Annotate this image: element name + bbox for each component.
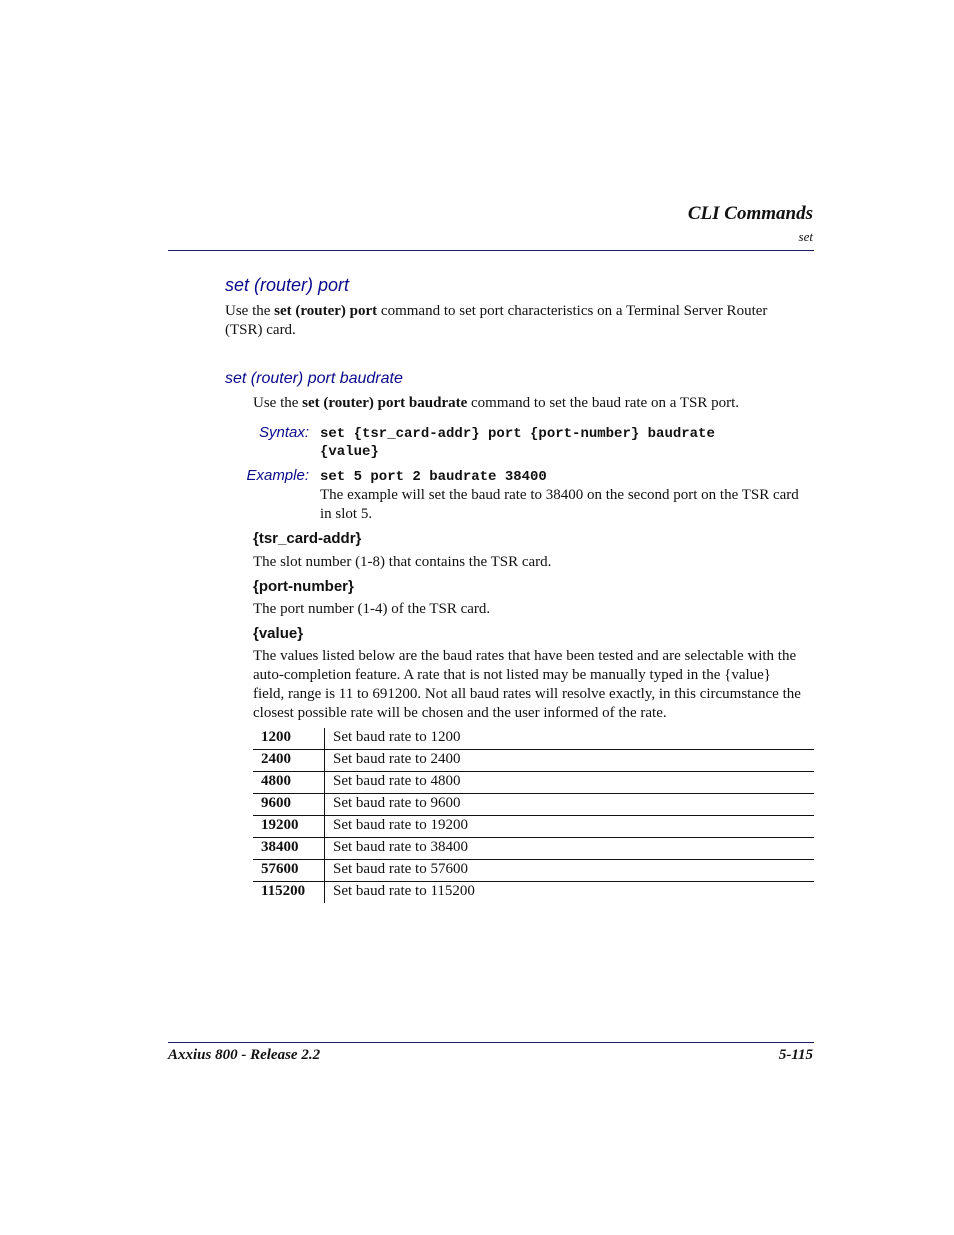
baud-desc-cell: Set baud rate to 38400 — [325, 838, 815, 860]
baud-rate-cell: 4800 — [253, 772, 325, 794]
baud-desc-cell: Set baud rate to 1200 — [333, 729, 461, 745]
baud-rate-cell: 9600 — [253, 794, 325, 816]
baud-desc-cell: Set baud rate to 2400 — [325, 750, 815, 772]
param-value-name: {value} — [253, 625, 304, 642]
baud-rate-cell: 19200 — [253, 816, 325, 838]
param-value-desc-line4: closest possible rate will be chosen and the user informed of the rate. — [253, 705, 667, 721]
table-row — [253, 816, 814, 838]
syntax-label: Syntax: — [258, 424, 309, 441]
param-value-desc — [253, 647, 815, 723]
param-port-number-desc: The port number (1-4) of the TSR card. — [253, 601, 491, 617]
header-rule — [168, 250, 814, 251]
syntax-code-line1: set {tsr_card-addr} port {port-number} baudrate — [320, 426, 715, 442]
table-row — [253, 794, 814, 816]
table-row — [253, 882, 814, 904]
footer-product: Axxius 800 - Release 2.2 — [168, 1047, 321, 1063]
subsection-intro-command: set (router) port baudrate — [302, 395, 468, 411]
table-row — [253, 772, 814, 794]
subsection-heading: set (router) port baudrate — [225, 370, 403, 387]
baud-desc-cell: Set baud rate to 57600 — [325, 860, 815, 882]
baud-rate-cell: 115200 — [253, 882, 325, 904]
table-row — [253, 750, 814, 772]
running-header-title: CLI Commands — [687, 203, 813, 224]
baud-desc-cell: Set baud rate to 115200 — [325, 882, 815, 904]
table-row — [253, 860, 814, 882]
baud-desc-cell: Set baud rate to 19200 — [325, 816, 815, 838]
section-intro-pre: Use the — [225, 303, 275, 319]
param-tsr-card-addr-desc: The slot number (1-8) that contains the TSR card. — [253, 554, 552, 570]
table-row — [253, 838, 814, 860]
subsection-intro-pre: Use the — [253, 395, 303, 411]
subsection-intro-post: command to set the baud rate on a TSR port. — [467, 395, 740, 411]
subsection-intro — [253, 394, 813, 413]
param-value-desc-line1: The values listed below are the baud rates that have been tested and are selectable with the — [253, 648, 797, 664]
param-value-desc-line3: field, range is 11 to 691200. Not all baud rates will resolve exactly, in this circumstance the — [253, 686, 801, 702]
baud-rate-cell: 57600 — [253, 860, 325, 882]
baud-desc-cell: Set baud rate to 9600 — [325, 794, 815, 816]
param-value-desc-line2: auto-completion feature. A rate that is not listed may be manually typed in the {value} — [253, 667, 772, 683]
example-description — [320, 486, 815, 524]
section-heading: set (router) port — [225, 275, 350, 295]
baud-desc-cell: Set baud rate to 4800 — [325, 772, 815, 794]
section-intro-line2: (TSR) card. — [225, 322, 296, 338]
section-intro-post: command to set port characteristics on a Terminal Server Router — [377, 303, 768, 319]
baud-rate-cell: 1200 — [253, 728, 325, 750]
footer-page-number: 5-115 — [778, 1047, 813, 1063]
example-code: set 5 port 2 baudrate 38400 — [320, 469, 547, 485]
running-header-subtitle: set — [798, 229, 813, 244]
baud-rate-table — [253, 728, 814, 903]
table-row — [253, 728, 814, 750]
example-label: Example: — [246, 467, 309, 484]
example-description-line1: The example will set the baud rate to 38400 on the second port on the TSR card — [320, 487, 799, 503]
baud-rate-cell: 38400 — [253, 838, 325, 860]
param-port-number-name: {port-number} — [253, 578, 354, 595]
baud-rate-cell: 2400 — [253, 750, 325, 772]
section-intro — [225, 302, 815, 340]
example-description-line2: in slot 5. — [320, 506, 373, 522]
param-tsr-card-addr-name: {tsr_card-addr} — [253, 530, 362, 547]
syntax-code — [320, 425, 715, 461]
section-intro-command: set (router) port — [274, 303, 378, 319]
footer-rule — [168, 1042, 814, 1043]
syntax-code-line2: {value} — [320, 444, 379, 460]
